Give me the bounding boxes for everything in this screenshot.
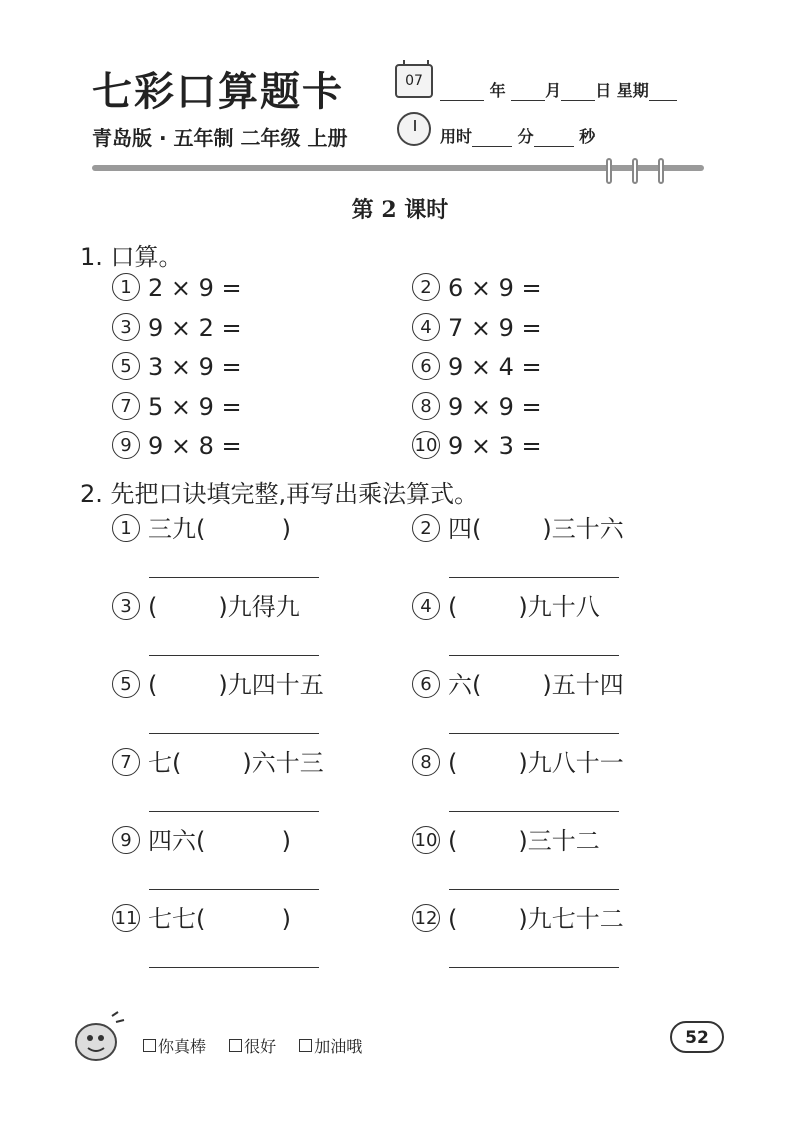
mnemonic-item	[412, 665, 624, 700]
item-number: 9	[112, 826, 140, 854]
oral-calc-item	[112, 393, 242, 422]
mnemonic-text: 四六( )	[148, 827, 292, 855]
item-expression: 6 × 9 =	[448, 274, 542, 302]
item-number: 5	[112, 670, 140, 698]
clock-icon	[397, 112, 431, 146]
answer-line[interactable]	[149, 811, 319, 812]
mnemonic-text: 四( )三十六	[448, 515, 624, 543]
answer-line[interactable]	[149, 733, 319, 734]
month-blank[interactable]	[511, 84, 545, 101]
section1-title: 1. 口算。	[80, 243, 183, 271]
mnemonic-text: ( )九得九	[148, 593, 300, 621]
minute-label: 分	[517, 127, 534, 146]
month-label: 月	[545, 81, 562, 100]
mnemonic-item	[112, 587, 300, 622]
item-number: 6	[412, 352, 440, 380]
mnemonic-text: ( )三十二	[448, 827, 600, 855]
oral-calc-item	[412, 274, 542, 303]
oral-calc-item	[412, 432, 542, 461]
item-number: 11	[112, 904, 140, 932]
answer-line[interactable]	[149, 889, 319, 890]
oral-calc-item	[112, 432, 242, 461]
item-expression: 9 × 3 =	[448, 432, 542, 460]
mnemonic-text: 七七( )	[148, 905, 292, 933]
binder-ring-icon	[632, 158, 638, 184]
mnemonic-item	[112, 899, 291, 934]
rating-checkbox[interactable]	[299, 1039, 312, 1052]
date-fields	[440, 78, 677, 101]
item-number: 8	[412, 392, 440, 420]
binder-ring-icon	[606, 158, 612, 184]
item-expression: 9 × 2 =	[148, 313, 242, 342]
edition-subtitle: 青岛版 · 五年制 二年级 上册	[92, 126, 348, 150]
mnemonic-item	[412, 509, 624, 544]
year-blank[interactable]	[440, 84, 484, 101]
answer-line[interactable]	[449, 733, 619, 734]
time-fields	[440, 124, 595, 147]
calendar-number: 07	[405, 73, 423, 89]
mnemonic-text: ( )九四十五	[148, 671, 324, 699]
answer-line[interactable]	[449, 889, 619, 890]
item-number: 12	[412, 904, 440, 932]
rating-checkbox[interactable]	[229, 1039, 242, 1052]
answer-line[interactable]	[149, 577, 319, 578]
item-number: 1	[112, 273, 140, 301]
mnemonic-text: ( )九八十一	[448, 749, 624, 777]
page-number: 52	[670, 1021, 724, 1053]
item-number: 10	[412, 826, 440, 854]
item-expression: 9 × 8 =	[148, 432, 242, 460]
item-number: 3	[112, 313, 140, 341]
item-number: 5	[112, 352, 140, 380]
item-number: 2	[412, 514, 440, 542]
binder-ring-icon	[658, 158, 664, 184]
oral-calc-item	[412, 393, 542, 422]
item-expression: 9 × 9 =	[448, 392, 542, 421]
minute-blank[interactable]	[472, 130, 512, 147]
item-number: 4	[412, 313, 440, 341]
second-label: 秒	[579, 127, 596, 146]
mnemonic-text: 七( )六十三	[148, 749, 324, 777]
answer-line[interactable]	[449, 655, 619, 656]
mnemonic-item	[412, 743, 624, 778]
item-number: 6	[412, 670, 440, 698]
item-number: 3	[112, 592, 140, 620]
item-number: 2	[412, 273, 440, 301]
mascot-icon	[68, 1008, 130, 1066]
mnemonic-text: ( )九十八	[448, 593, 600, 621]
mnemonic-item	[112, 665, 324, 700]
oral-calc-item	[112, 274, 242, 303]
day-label: 日	[595, 81, 612, 100]
item-number: 8	[412, 748, 440, 776]
mnemonic-item	[112, 743, 324, 778]
answer-line[interactable]	[449, 811, 619, 812]
item-number: 7	[112, 748, 140, 776]
header-divider	[92, 165, 704, 171]
item-expression: 3 × 9 =	[148, 353, 242, 381]
weekday-label: 星期	[616, 81, 649, 100]
mnemonic-text: 六( )五十四	[448, 671, 624, 699]
calendar-icon	[395, 64, 433, 98]
answer-line[interactable]	[449, 577, 619, 578]
mnemonic-item	[412, 587, 600, 622]
item-number: 4	[412, 592, 440, 620]
rating-label: 你真棒	[158, 1037, 207, 1056]
year-label: 年	[489, 81, 506, 100]
item-number: 7	[112, 392, 140, 420]
mnemonic-item	[112, 509, 291, 544]
rating-checkbox[interactable]	[143, 1039, 156, 1052]
self-rating	[143, 1034, 380, 1057]
item-number: 9	[112, 431, 140, 459]
mnemonic-item	[412, 899, 624, 934]
item-expression: 2 × 9 =	[148, 274, 242, 302]
rating-label: 加油哦	[314, 1037, 363, 1056]
second-blank[interactable]	[534, 130, 574, 147]
item-expression: 7 × 9 =	[448, 313, 542, 342]
oral-calc-item	[112, 314, 242, 343]
mnemonic-text: ( )九七十二	[448, 905, 624, 933]
rating-label: 很好	[244, 1037, 277, 1056]
oral-calc-item	[412, 314, 542, 343]
section2-title: 2. 先把口诀填完整,再写出乘法算式。	[80, 480, 479, 508]
oral-calc-item	[112, 353, 242, 382]
time-used-label: 用时	[440, 127, 473, 146]
item-expression: 5 × 9 =	[148, 392, 242, 421]
item-number: 1	[112, 514, 140, 542]
brand-title: 七彩口算题卡	[92, 68, 344, 115]
lesson-title: 第 2 课时	[351, 197, 449, 223]
answer-line[interactable]	[449, 967, 619, 968]
mnemonic-item	[412, 821, 600, 856]
day-blank[interactable]	[561, 84, 595, 101]
answer-line[interactable]	[149, 655, 319, 656]
mnemonic-text: 三九( )	[148, 515, 292, 543]
answer-line[interactable]	[149, 967, 319, 968]
oral-calc-item	[412, 353, 542, 382]
weekday-blank[interactable]	[649, 84, 677, 101]
item-expression: 9 × 4 =	[448, 353, 542, 381]
item-number: 10	[412, 431, 440, 459]
mnemonic-item	[112, 821, 291, 856]
